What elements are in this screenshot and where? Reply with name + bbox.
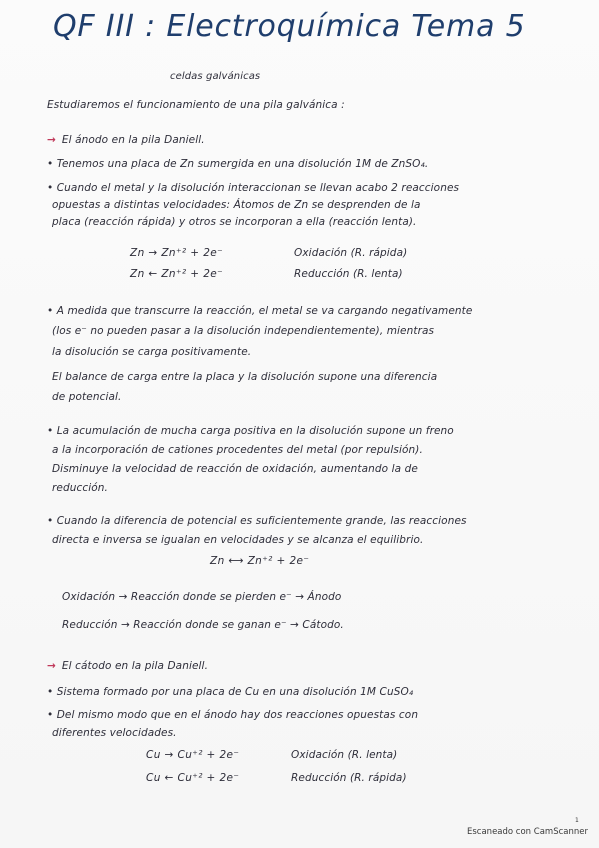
reaction-equation: Cu → Cu⁺² + 2e⁻ (146, 749, 240, 761)
section-catodo-label: El cátodo en la pila Daniell. (61, 660, 209, 672)
paragraph-line: • Sistema formado por una placa de Cu en una disolución 1M CuSO₄ (47, 686, 414, 698)
reaction-label: Reducción (R. lenta) (294, 268, 403, 280)
paragraph-line: la disolución se carga positivamente. (52, 346, 252, 358)
paragraph-text: Tenemos una placa de Zn sumergida en una disolución 1M de ZnSO₄. (56, 158, 429, 170)
paragraph-line: opuestas a distintas velocidades: Átomos de Zn se desprenden de la (52, 199, 421, 211)
arrow-icon: → (47, 134, 56, 146)
paragraph-line: diferentes velocidades. (52, 727, 177, 739)
paragraph-text: Del mismo modo que en el ánodo hay dos reacciones opuestas con (56, 709, 419, 721)
section-anodo-label: El ánodo en la pila Daniell. (61, 134, 205, 146)
section-anodo (47, 134, 205, 147)
paragraph-line: de potencial. (52, 391, 122, 403)
reaction-equation: Zn → Zn⁺² + 2e⁻ (130, 247, 224, 259)
page-number: 1 (575, 817, 579, 824)
section-catodo (47, 660, 208, 673)
paragraph-line: a la incorporación de cationes procedentes del metal (por repulsión). (52, 444, 423, 456)
definition-reduccion: Reducción → Reacción donde se ganan e⁻ → Cátodo. (62, 619, 344, 631)
paragraph-text: Cuando la diferencia de potencial es suficientemente grande, las reacciones (56, 515, 467, 527)
paragraph-line: • A medida que transcurre la reacción, el metal se va cargando negativamente (47, 305, 473, 317)
arrow-icon: → (47, 660, 56, 672)
paragraph-line: Disminuye la velocidad de reacción de oxidación, aumentando la de (52, 463, 418, 475)
paragraph-line: directa e inversa se igualan en velocidades y se alcanza el equilibrio. (52, 534, 424, 546)
reaction-label: Oxidación (R. rápida) (294, 247, 408, 259)
reaction-equation: Zn ← Zn⁺² + 2e⁻ (130, 268, 224, 280)
paragraph-line: El balance de carga entre la placa y la disolución supone una diferencia (52, 371, 438, 383)
paragraph-line: • Cuando la diferencia de potencial es suficientemente grande, las reacciones (47, 515, 467, 527)
page-title: QF III : Electroquímica Tema 5 (53, 9, 526, 44)
definition-oxidacion: Oxidación → Reacción donde se pierden e⁻ → Ánodo (62, 591, 342, 603)
paragraph-text: Cuando el metal y la disolución interaccionan se llevan acabo 2 reacciones (56, 182, 460, 194)
reaction-equation: Cu ← Cu⁺² + 2e⁻ (146, 772, 240, 784)
paragraph-line: • Del mismo modo que en el ánodo hay dos reacciones opuestas con (47, 709, 419, 721)
paragraph-line: • Tenemos una placa de Zn sumergida en una disolución 1M de ZnSO₄. (47, 158, 429, 170)
intro-line: Estudiaremos el funcionamiento de una pila galvánica : (47, 99, 345, 111)
paragraph-text: La acumulación de mucha carga positiva en la disolución supone un freno (56, 425, 454, 437)
paragraph-line: reducción. (52, 482, 108, 494)
paragraph-text: Sistema formado por una placa de Cu en una disolución 1M CuSO₄ (56, 686, 414, 698)
equilibrium-equation: Zn ⟷ Zn⁺² + 2e⁻ (210, 555, 310, 567)
paragraph-line: (los e⁻ no pueden pasar a la disolución independientemente), mientras (52, 325, 435, 337)
reaction-label: Reducción (R. rápida) (291, 772, 407, 784)
reaction-label: Oxidación (R. lenta) (291, 749, 398, 761)
paragraph-line: • La acumulación de mucha carga positiva en la disolución supone un freno (47, 425, 454, 437)
paragraph-line: placa (reacción rápida) y otros se incorporan a ella (reacción lenta). (52, 216, 417, 228)
scanner-watermark: Escaneado con CamScanner (467, 827, 588, 837)
paragraph-text: A medida que transcurre la reacción, el metal se va cargando negativamente (56, 305, 473, 317)
page-subtitle: celdas galvánicas (170, 71, 261, 82)
paragraph-line: • Cuando el metal y la disolución interaccionan se llevan acabo 2 reacciones (47, 182, 460, 194)
